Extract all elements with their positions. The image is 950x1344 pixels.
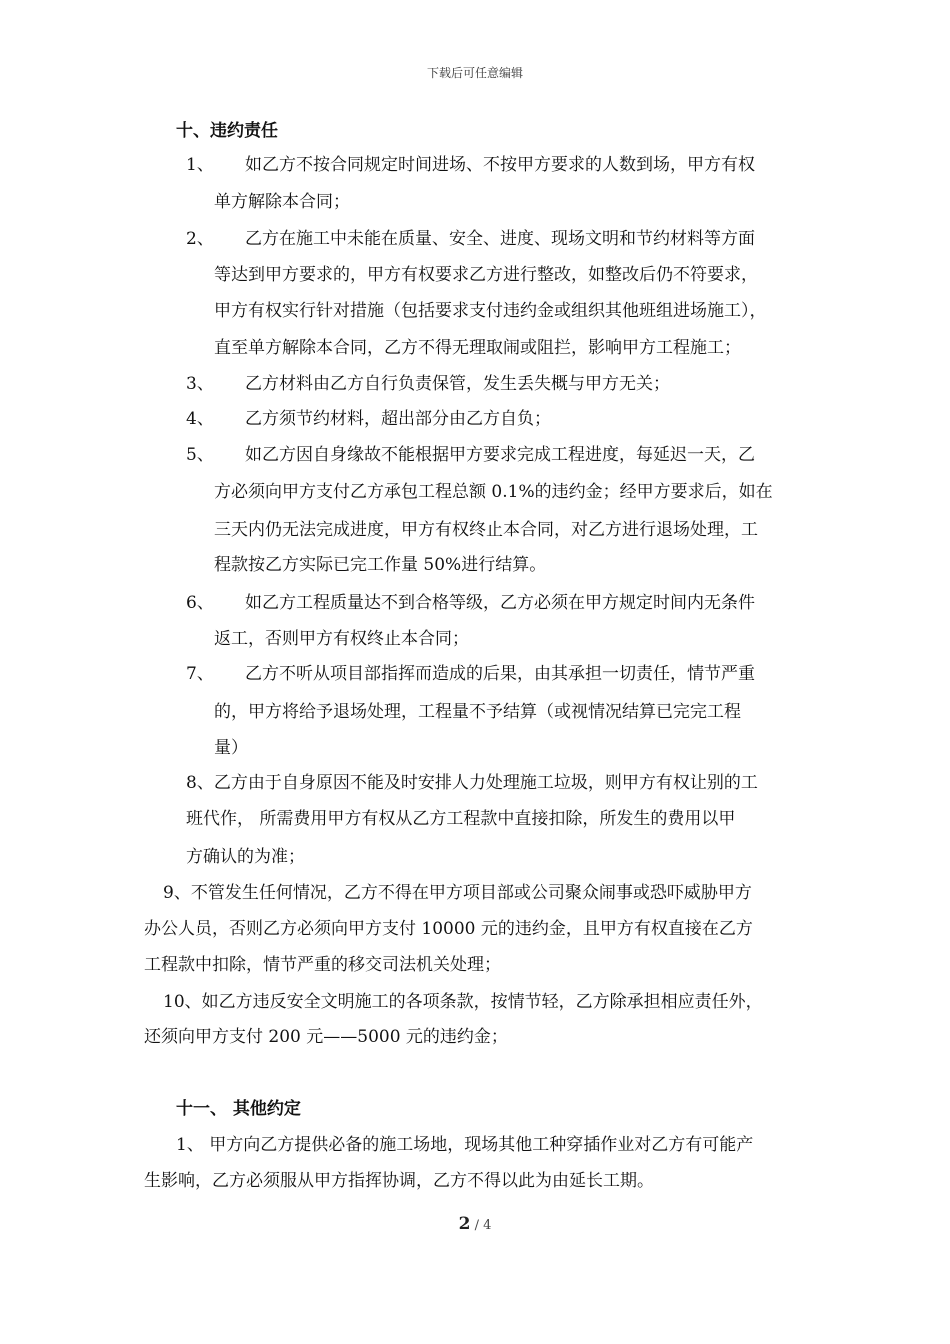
clause-number: 2、: [186, 229, 214, 249]
clause-line: 工程款中扣除，情节严重的移交司法机关处理；: [144, 955, 501, 975]
clause-line: 如乙方不按合同规定时间进场、不按甲方要求的人数到场，甲方有权: [245, 155, 755, 175]
clause-line: 乙方不听从项目部指挥而造成的后果，由其承担一切责任，情节严重: [245, 664, 755, 684]
clause-number: 6、: [186, 593, 214, 613]
clause-line: 返工，否则甲方有权终止本合同；: [214, 629, 469, 649]
clause-line: 乙方材料由乙方自行负责保管，发生丢失概与甲方无关；: [245, 374, 670, 394]
clause-number: 7、: [186, 664, 214, 684]
clause-line: 量）: [214, 738, 248, 758]
clause-line: 方必须向甲方支付乙方承包工程总额 0.1%的违约金；经甲方要求后，如在: [214, 482, 773, 502]
clause-line: 还须向甲方支付 200 元——5000 元的违约金；: [144, 1027, 508, 1047]
clause-number: 1、: [186, 155, 214, 175]
clause-line: 8、乙方由于自身原因不能及时安排人力处理施工垃圾，则甲方有权让别的工: [186, 773, 758, 793]
current-page-number: 2: [458, 1214, 471, 1234]
page-header: 下载后可任意编辑: [426, 66, 523, 80]
clause-line: 程款按乙方实际已完工作量 50%进行结算。: [214, 555, 547, 575]
clause-line: 乙方在施工中未能在质量、安全、进度、现场文明和节约材料等方面: [245, 229, 755, 249]
clause-number: 3、: [186, 374, 214, 394]
clause-line: 直至单方解除本合同，乙方不得无理取闹或阻拦，影响甲方工程施工；: [214, 338, 741, 358]
clause-line: 班代作， 所需费用甲方有权从乙方工程款中直接扣除，所发生的费用以甲: [186, 809, 736, 829]
clause-line: 甲方有权实行针对措施（包括要求支付违约金或组织其他班组进场施工），: [214, 301, 767, 321]
section-10-title: 十、违约责任: [176, 121, 278, 141]
clause-line: 三天内仍无法完成进度，甲方有权终止本合同，对乙方进行退场处理，工: [214, 520, 758, 540]
clause-line: 等达到甲方要求的，甲方有权要求乙方进行整改，如整改后仍不符要求，: [214, 265, 758, 285]
clause-line: 10、如乙方违反安全文明施工的各项条款，按情节轻，乙方除承担相应责任外，: [163, 992, 763, 1012]
clause-line: 单方解除本合同；: [214, 192, 350, 212]
section-11-title: 十一、 其他约定: [176, 1099, 301, 1119]
clause-line: 生影响，乙方必须服从甲方指挥协调，乙方不得以此为由延长工期。: [144, 1171, 654, 1191]
clause-line: 办公人员，否则乙方必须向甲方支付 10000 元的违约金，且甲方有权直接在乙方: [144, 919, 753, 939]
clause-line: 如乙方工程质量达不到合格等级，乙方必须在甲方规定时间内无条件: [245, 593, 755, 613]
clause-line: 乙方须节约材料，超出部分由乙方自负；: [245, 409, 551, 429]
clause-line: 如乙方因自身缘故不能根据甲方要求完成工程进度，每延迟一天，乙: [245, 445, 755, 465]
clause-number: 5、: [186, 445, 214, 465]
clause-number: 4、: [186, 409, 214, 429]
total-pages: / 4: [470, 1218, 492, 1233]
clause-line: 9、不管发生任何情况，乙方不得在甲方项目部或公司聚众闹事或恐吓威胁甲方: [163, 883, 752, 903]
clause-line: 1、 甲方向乙方提供必备的施工场地，现场其他工种穿插作业对乙方有可能产: [176, 1135, 754, 1155]
clause-line: 的，甲方将给予退场处理，工程量不予结算（或视情况结算已完完工程: [214, 702, 741, 722]
page-number: [0, 1214, 950, 1234]
clause-line: 方确认的为准；: [186, 847, 305, 867]
